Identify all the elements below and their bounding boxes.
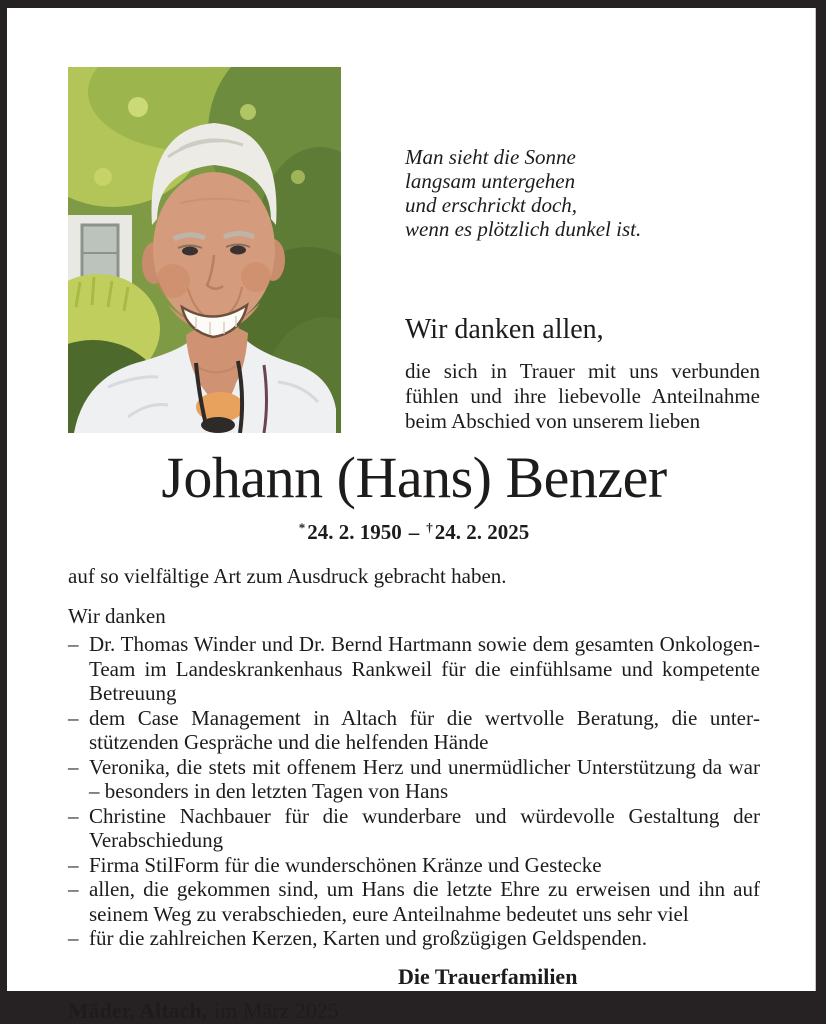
- thanks-list-item: [68, 804, 760, 853]
- hero-section: [68, 8, 760, 447]
- place-names: Mäder, Altach,: [68, 997, 208, 1023]
- list-dash: –: [68, 705, 79, 730]
- thanks-lead: Wir danken: [68, 604, 166, 628]
- verse-line: und erschrickt doch,: [405, 193, 578, 217]
- life-dates: [68, 515, 760, 545]
- thanks-list-item-text: Christine Nachbauer für die wunderbare und würdevolle Gestaltung der Verabschiedung: [89, 803, 760, 852]
- thanks-list-item: [68, 853, 760, 878]
- deceased-name: Johann (Hans) Benzer: [161, 445, 667, 510]
- memorial-verse: [405, 145, 760, 241]
- dates-separator: –: [408, 520, 420, 544]
- list-dash: –: [68, 803, 79, 828]
- death-symbol: †: [426, 520, 433, 535]
- birth-date: 24. 2. 1950: [307, 520, 402, 544]
- portrait-illustration: [68, 67, 341, 433]
- verse-line: Man sieht die Sonne: [405, 145, 576, 169]
- obituary-card: [7, 8, 816, 1023]
- outro-paragraph: auf so vielfältige Art zum Ausdruck gebracht haben.: [68, 564, 507, 588]
- birth-symbol: *: [298, 520, 306, 535]
- verse-line: wenn es plötzlich dunkel ist.: [405, 217, 642, 241]
- place-and-date-line: [68, 998, 760, 1024]
- hero-text-column: [405, 145, 760, 434]
- thanks-list-item: [68, 877, 760, 926]
- list-dash: –: [68, 632, 79, 656]
- list-dash: –: [68, 754, 79, 779]
- thanks-list-item: [68, 632, 760, 706]
- thanks-list-item-text: dem Case Management in Altach für die wertvolle Beratung, die unterstützenden Gespräche und die helfenden Hände: [89, 705, 760, 754]
- thanks-list-item-text: Veronika, die stets mit offenem Herz und unermüdlicher Unterstützung da war – besonders in den letzten Tagen von Hans: [89, 754, 760, 803]
- verse-line: langsam untergehen: [405, 169, 576, 193]
- list-dash: –: [68, 926, 79, 950]
- thanks-list-item-text: für die zahlreichen Kerzen, Karten und großzügigen Geldspenden.: [89, 926, 648, 950]
- thanks-list: [68, 632, 760, 951]
- list-dash: –: [68, 877, 79, 901]
- death-date: 24. 2. 2025: [434, 520, 530, 544]
- list-dash: –: [68, 852, 79, 877]
- thanks-list-item-text: allen, die gekommen sind, um Hans die letzte Ehre zu erweisen und ihn auf seinem Weg zu verabschieden, eure Anteilnahme bedeutet uns sehr viel: [89, 877, 760, 926]
- date-text: im März 2025: [214, 997, 339, 1023]
- signature-trauerfamilien: Die Trauerfamilien: [398, 963, 578, 989]
- thanks-list-item: [68, 706, 760, 755]
- intro-paragraph: die sich in Trauer mit uns verbunden fühlen und ihre liebevolle Anteilnahme beim Abschied von unserem lieben: [405, 359, 760, 433]
- portrait-photo: [68, 67, 341, 433]
- thanks-salutation: Wir danken allen,: [405, 314, 604, 345]
- thanks-list-item-text: Firma StilForm für die wunderschönen Kränze und Gestecke: [89, 852, 602, 877]
- thanks-list-item: [68, 926, 760, 951]
- thanks-list-item-text: Dr. Thomas Winder und Dr. Bernd Hartmann sowie dem gesamten Onkologen-Team im Landeskrankenhaus Rankweil für die einfühlsame und kompetente Betreuung: [89, 632, 760, 705]
- thanks-list-item: [68, 755, 760, 804]
